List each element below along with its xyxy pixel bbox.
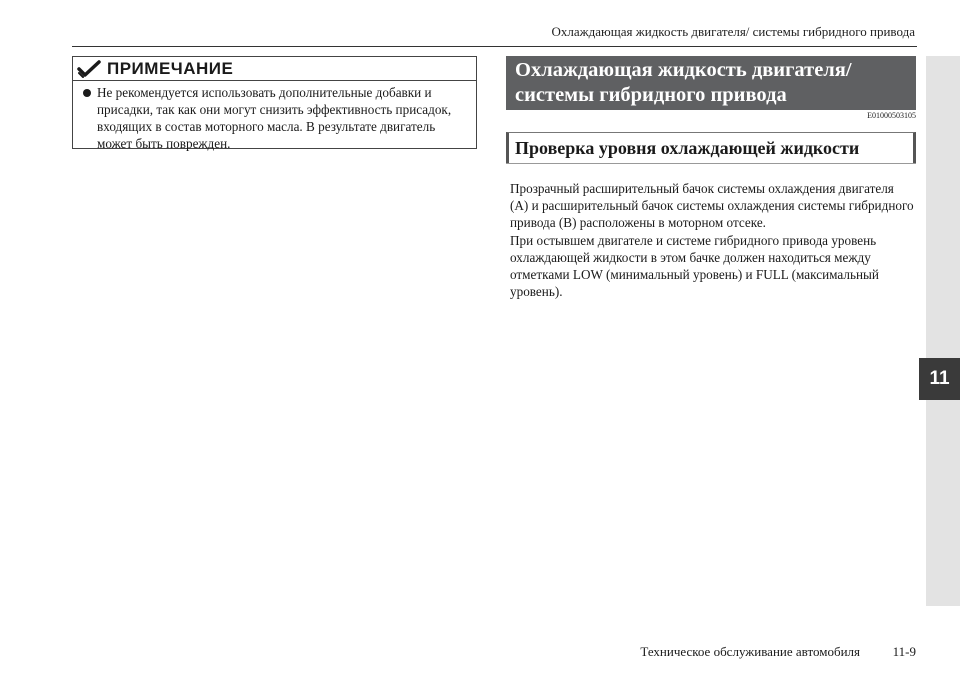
- side-tab-strip: [926, 56, 960, 606]
- subsection-underline: [506, 163, 916, 164]
- note-title: ПРИМЕЧАНИЕ: [107, 58, 234, 78]
- running-header: Охлаждающая жидкость двигателя/ системы гибридного привода: [551, 24, 915, 39]
- body-text: [510, 180, 915, 300]
- header-rule: [72, 46, 917, 47]
- paragraph: При остывшем двигателе и системе гибридного привода уровень охлаждающей жидкости в этом бачке должен находиться между отметками LOW (минимальный уровень) и FULL (максимальный уровень).: [510, 232, 879, 300]
- subsection-title: Проверка уровня охлаждающей жидкости: [506, 132, 916, 164]
- footer-chapter-title: Техническое обслуживание автомобиля: [640, 644, 860, 659]
- note-item-text: Не рекомендуется использовать дополнительные добавки и присадки, так как они могут снизить эффективность присадок, входящих в состав моторного масла. В результате двигатель может быть поврежден.: [97, 85, 452, 151]
- bullet-icon: [83, 89, 91, 97]
- note-box: [72, 56, 477, 149]
- section-title: Охлаждающая жидкость двигателя/ системы гибридного привода: [506, 56, 916, 110]
- page-number: 11-9: [892, 644, 916, 659]
- chapter-tab[interactable]: 11: [919, 358, 960, 400]
- paragraph: Прозрачный расширительный бачок системы охлаждения двигателя (A) и расширительный бачок системы охлаждения системы гибридного привода (B) расположены в моторном отсеке.: [510, 181, 914, 231]
- note-header: [73, 57, 476, 81]
- note-item: [73, 81, 476, 152]
- document-code: E01000503105: [867, 111, 916, 120]
- check-icon: [77, 60, 101, 78]
